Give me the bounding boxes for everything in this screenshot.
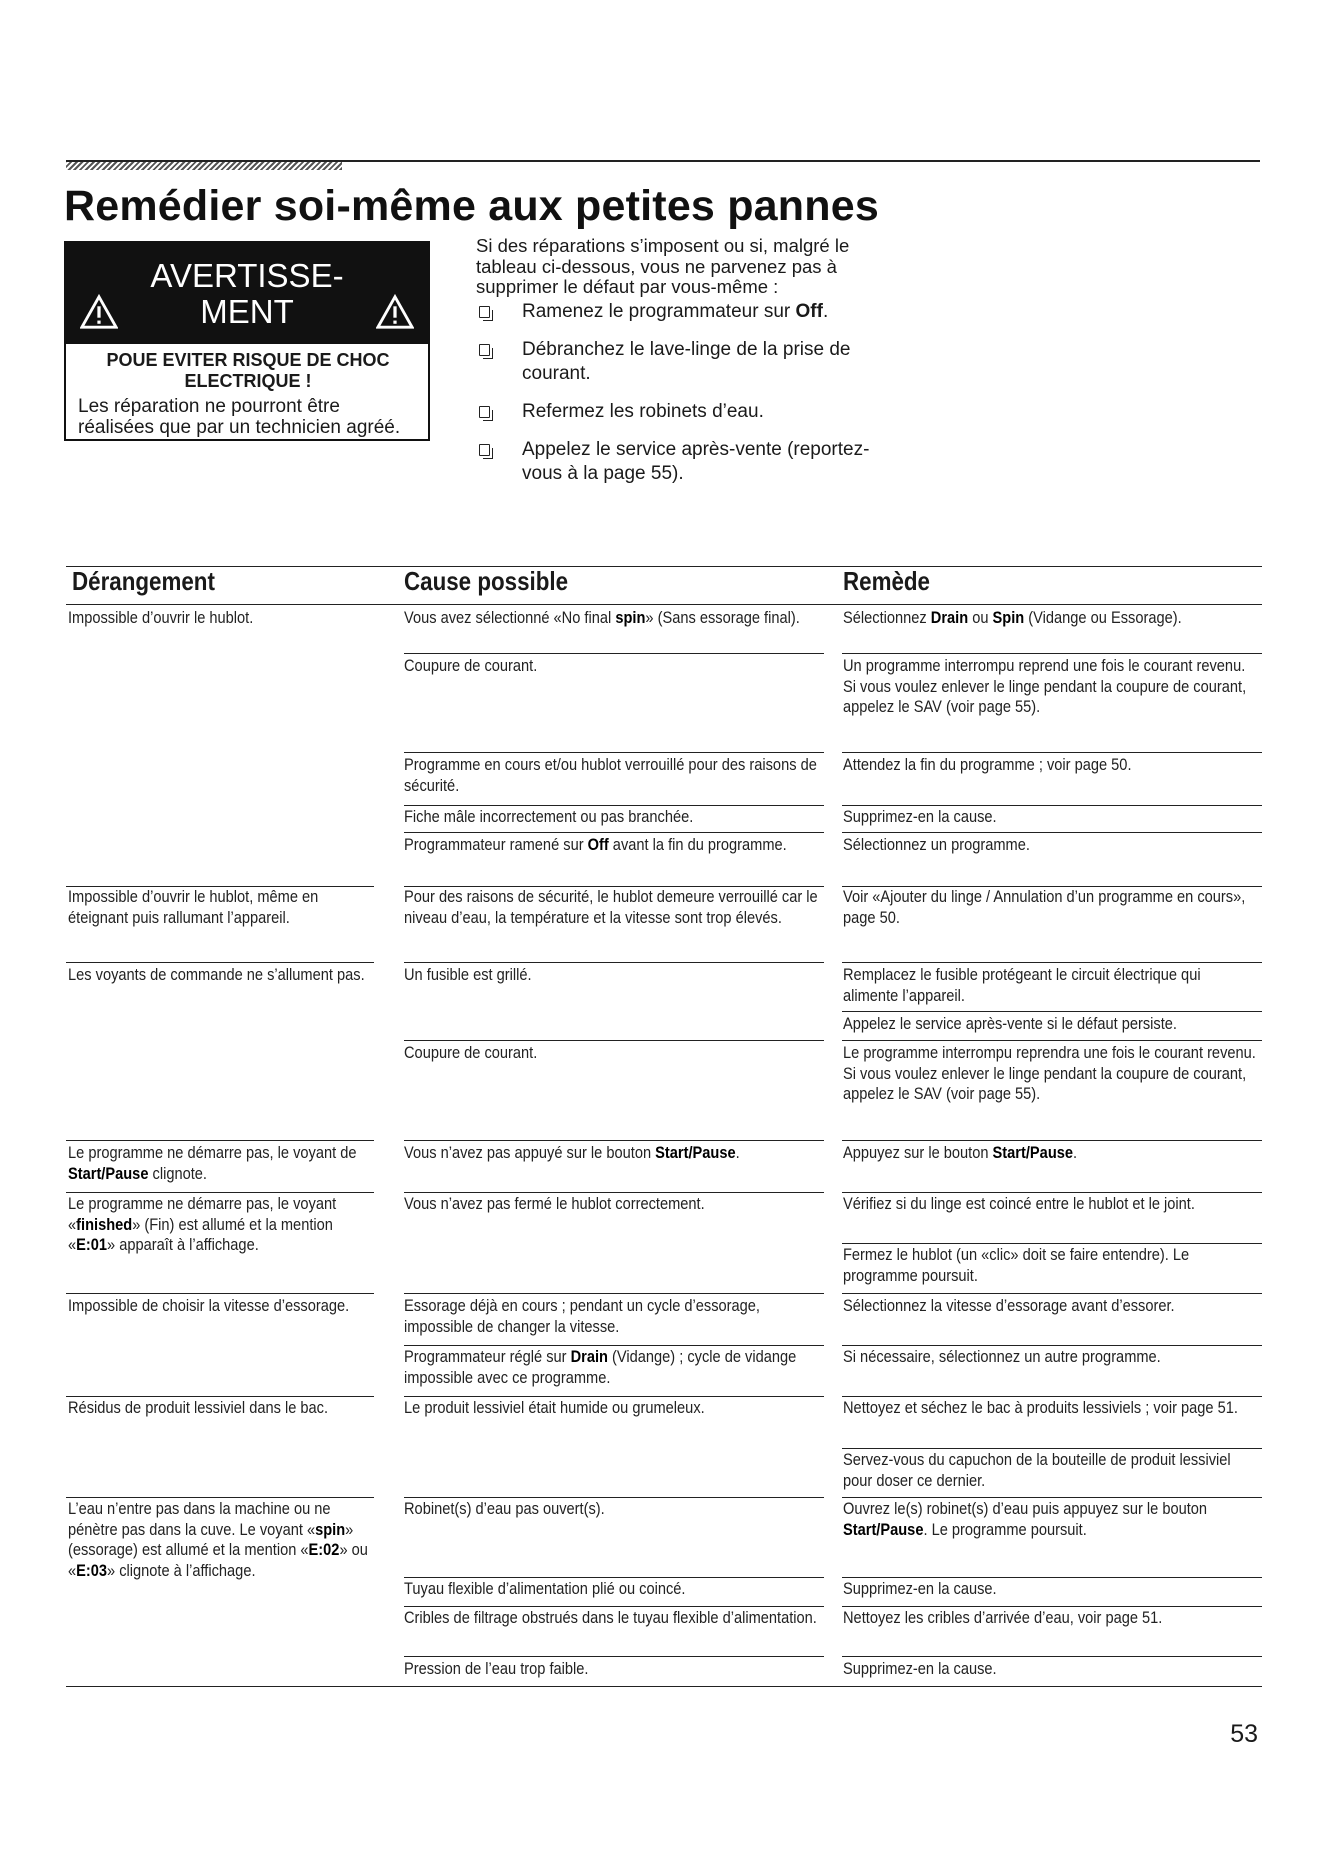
warning-caps: POUE EVITER RISQUE DE CHOC ELECTRIQUE !: [106, 350, 390, 391]
step-text: Ramenez le programmateur sur: [522, 300, 796, 322]
table-rule: [842, 1345, 1262, 1346]
intro-text: Si des réparations s’imposent ou si, malgré le tableau ci-dessous, vous ne parvenez pas à supprimer le défaut par vous-même :: [476, 235, 850, 297]
checkbox-icon: [479, 306, 490, 318]
remedy-cell: Servez-vous du capuchon de la bouteille de produit lessiviel pour doser ce dernier.: [843, 1450, 1231, 1490]
cause-cell: Fiche mâle incorrectement ou pas branchée.: [404, 807, 694, 826]
table-rule: [404, 962, 824, 963]
column-header: Dérangement: [72, 566, 215, 596]
remedy-cell: Sélectionnez un programme.: [843, 835, 1030, 854]
step-text: Appelez le service après-vente (reportez-vous à la page 55).: [522, 438, 870, 484]
cause-cell: Programmateur réglé sur Drain (Vidange) ; cycle de vidange impossible avec ce programme.: [404, 1347, 797, 1387]
step-text: Refermez les robinets d’eau.: [522, 400, 764, 422]
cause-cell: Programme en cours et/ou hublot verrouillé pour des raisons de sécurité.: [404, 755, 817, 795]
cause-cell: Le produit lessiviel était humide ou grumeleux.: [404, 1398, 705, 1417]
cause-cell: Robinet(s) d’eau pas ouvert(s).: [404, 1499, 605, 1518]
table-rule: [66, 566, 1262, 567]
table-rule: [66, 1192, 374, 1193]
table-rule: [404, 1577, 824, 1578]
table-rule: [404, 1497, 824, 1498]
remedy-cell: Supprimez-en la cause.: [843, 1579, 997, 1598]
warning-box: [64, 241, 430, 441]
table-rule: [66, 1396, 374, 1397]
problem-cell: Résidus de produit lessiviel dans le bac.: [68, 1398, 329, 1417]
step-text: Débranchez le lave-linge de la prise de courant.: [522, 338, 851, 384]
table-rule: [842, 1656, 1262, 1657]
table-rule: [842, 1396, 1262, 1397]
table-rule: [842, 1448, 1262, 1449]
table-rule: [842, 752, 1262, 753]
table-rule: [66, 962, 374, 963]
step-text: .: [822, 300, 829, 322]
warning-header: [66, 243, 428, 344]
intro-steps: [476, 300, 876, 486]
table-rule: [842, 1040, 1262, 1041]
checkbox-icon: [479, 444, 490, 456]
intro-step: [476, 338, 876, 386]
page-number: 53: [1230, 1720, 1258, 1748]
table-rule: [404, 752, 824, 753]
column-header: Cause possible: [404, 566, 569, 596]
table-rule: [404, 1606, 824, 1607]
problem-cell: Le programme ne démarre pas, le voyant de Start/Pause clignote.: [68, 1143, 357, 1183]
intro-step: [476, 300, 876, 324]
table-rule: [404, 1345, 824, 1346]
warning-title: AVERTISSE- MENT: [150, 256, 344, 330]
problem-cell: L’eau n’entre pas dans la machine ou ne pénètre pas dans la cuve. Le voyant «spin» (essorage) est allumé et la mention «E:02» ou «E:03» clignote à l’affichage.: [68, 1499, 368, 1580]
table-rule: [842, 1497, 1262, 1498]
table-rule: [404, 1656, 824, 1657]
remedy-cell: Remplacez le fusible protégeant le circuit électrique qui alimente l’appareil.: [843, 965, 1201, 1005]
remedy-cell: Supprimez-en la cause.: [843, 807, 997, 826]
problem-cell: Le programme ne démarre pas, le voyant «finished» (Fin) est allumé et la mention «E:01» apparaît à l’affichage.: [68, 1194, 337, 1254]
problem-cell: Les voyants de commande ne s’allument pas.: [68, 965, 365, 984]
cause-cell: Tuyau flexible d’alimentation plié ou coincé.: [404, 1579, 686, 1598]
table-rule: [842, 962, 1262, 963]
problem-cell: Impossible de choisir la vitesse d’essorage.: [68, 1296, 350, 1315]
table-rule: [842, 1192, 1262, 1193]
remedy-cell: Supprimez-en la cause.: [843, 1659, 997, 1678]
remedy-cell: Un programme interrompu reprend une fois le courant revenu. Si vous voulez enlever le linge pendant la coupure de courant, appelez le SAV (voir page 55).: [843, 656, 1247, 716]
cause-cell: Coupure de courant.: [404, 1043, 538, 1062]
checkbox-icon: [479, 406, 490, 418]
column-header: Remède: [843, 566, 930, 596]
table-rule: [842, 886, 1262, 887]
problem-cell: Impossible d’ouvrir le hublot, même en éteignant puis rallumant l’appareil.: [68, 887, 319, 927]
table-rule: [842, 1243, 1262, 1244]
header-rule: [66, 160, 1260, 162]
cause-cell: Vous n’avez pas fermé le hublot correctement.: [404, 1194, 705, 1213]
remedy-cell: Appelez le service après-vente si le défaut persiste.: [843, 1014, 1178, 1033]
intro-step: [476, 400, 876, 424]
table-rule: [404, 653, 824, 654]
cause-cell: Pression de l’eau trop faible.: [404, 1659, 589, 1678]
cause-cell: Vous n’avez pas appuyé sur le bouton Start/Pause.: [404, 1143, 740, 1162]
remedy-cell: Sélectionnez la vitesse d’essorage avant d’essorer.: [843, 1296, 1175, 1315]
table-rule: [842, 653, 1262, 654]
table-rule: [66, 604, 1262, 605]
problem-cell: Impossible d’ouvrir le hublot.: [68, 608, 254, 627]
table-rule: [842, 832, 1262, 833]
warning-triangle-icon: [80, 293, 118, 331]
remedy-cell: Nettoyez et séchez le bac à produits lessiviels ; voir page 51.: [843, 1398, 1238, 1417]
table-rule: [842, 1577, 1262, 1578]
table-rule: [842, 1606, 1262, 1607]
table-rule: [66, 1686, 1262, 1687]
remedy-cell: Si nécessaire, sélectionnez un autre programme.: [843, 1347, 1161, 1366]
cause-cell: Pour des raisons de sécurité, le hublot demeure verrouillé car le niveau d’eau, la température et la vitesse sont trop élevés.: [404, 887, 818, 927]
table-rule: [66, 1293, 374, 1294]
table-rule: [842, 805, 1262, 806]
table-rule: [842, 1140, 1262, 1141]
cause-cell: Cribles de filtrage obstrués dans le tuyau flexible d’alimentation.: [404, 1608, 817, 1627]
table-rule: [66, 886, 374, 887]
cause-cell: Un fusible est grillé.: [404, 965, 532, 984]
remedy-cell: Le programme interrompu reprendra une fois le courant revenu. Si vous voulez enlever le linge pendant la coupure de courant, appelez le SAV (voir page 55).: [843, 1043, 1256, 1103]
table-rule: [404, 832, 824, 833]
remedy-cell: Voir «Ajouter du linge / Annulation d’un programme en cours», page 50.: [843, 887, 1246, 927]
table-rule: [404, 1040, 824, 1041]
remedy-cell: Nettoyez les cribles d’arrivée d’eau, voir page 51.: [843, 1608, 1163, 1627]
remedy-cell: Ouvrez le(s) robinet(s) d’eau puis appuyez sur le bouton Start/Pause. Le programme poursuit.: [843, 1499, 1208, 1539]
remedy-cell: Attendez la fin du programme ; voir page 50.: [843, 755, 1132, 774]
remedy-cell: Appuyez sur le bouton Start/Pause.: [843, 1143, 1078, 1162]
cause-cell: Essorage déjà en cours ; pendant un cycle d’essorage, impossible de changer la vitesse.: [404, 1296, 760, 1336]
table-rule: [842, 1011, 1262, 1012]
table-rule: [66, 1497, 374, 1498]
table-rule: [404, 1192, 824, 1193]
cause-cell: Vous avez sélectionné «No final spin» (Sans essorage final).: [404, 608, 800, 627]
remedy-cell: Fermez le hublot (un «clic» doit se faire entendre). Le programme poursuit.: [843, 1245, 1190, 1285]
page-title: Remédier soi-même aux petites pannes: [64, 182, 879, 230]
table-rule: [404, 886, 824, 887]
remedy-cell: Vérifiez si du linge est coincé entre le hublot et le joint.: [843, 1194, 1195, 1213]
table-rule: [404, 805, 824, 806]
warning-text: Les réparation ne pourront être réalisées que par un technicien agréé.: [78, 396, 401, 438]
table-rule: [842, 1293, 1262, 1294]
cause-cell: Coupure de courant.: [404, 656, 538, 675]
intro-step: [476, 438, 876, 486]
remedy-cell: Sélectionnez Drain ou Spin (Vidange ou Essorage).: [843, 608, 1182, 627]
intro-block: [476, 236, 876, 500]
table-rule: [404, 1293, 824, 1294]
cause-cell: Programmateur ramené sur Off avant la fin du programme.: [404, 835, 787, 854]
table-rule: [404, 1396, 824, 1397]
table-rule: [404, 1140, 824, 1141]
table-rule: [66, 1140, 374, 1141]
warning-triangle-icon: [376, 293, 414, 331]
checkbox-icon: [479, 344, 490, 356]
step-bold: Off: [795, 300, 823, 322]
